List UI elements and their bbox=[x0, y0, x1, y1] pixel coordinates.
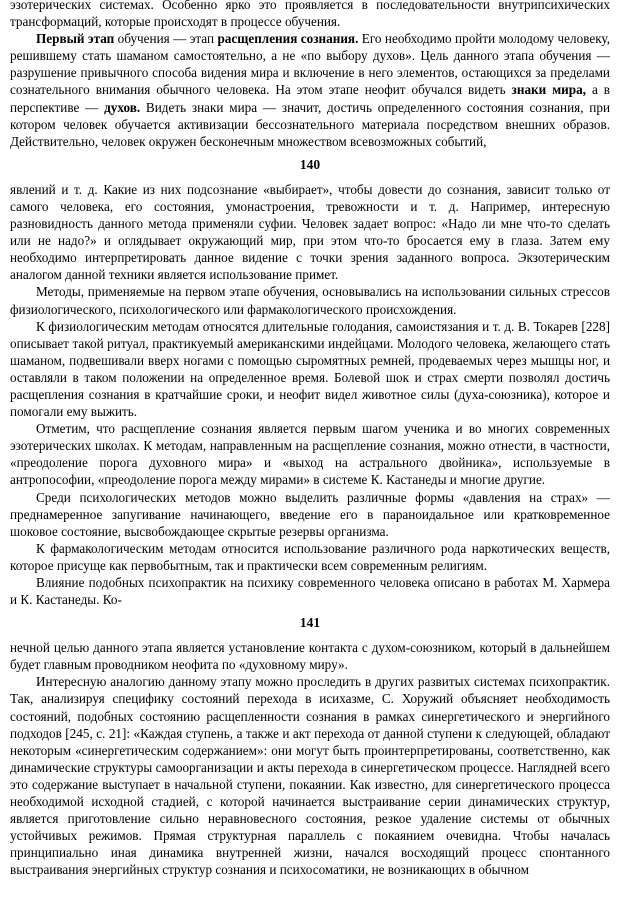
page-number-141: 141 bbox=[299, 615, 321, 631]
paragraph bbox=[10, 673, 610, 878]
bold-term: расщепления сознания. bbox=[217, 31, 359, 47]
bold-term: знаки мира, bbox=[511, 82, 586, 98]
text-run: нечной целью данного этапа является установление контакта с духом-союзником, который в дальнейшем будет главным проводником неофита по «духовному миру». bbox=[10, 640, 610, 673]
page-number-140: 140 bbox=[299, 156, 321, 172]
paragraph bbox=[10, 489, 610, 540]
text-block-bottom bbox=[10, 639, 610, 878]
text-run: Среди психологических методов можно выделить различные формы «давления на страх» — преднамеренное запугивание начинающего, введение его в параноидальное или кратковременное шоковое состояние, высвобождающее скрытые резервы организма. bbox=[10, 489, 610, 539]
text-run: Влияние подобных психопрактик на психику современного человека описано в работах М. Хармера и К. Кастанеды. Ко- bbox=[10, 575, 610, 608]
text-run: Его необходимо пройти молодому человеку, решившему стать шаманом самостоятельно, а не «по выбору духов». Цель данного этапа обучения — разрушение привычного способа видения мира и включение в него элементов, остающихся за пределами сознательного внимания обычного человека. На этом этапе неофит обучался видеть bbox=[10, 31, 610, 98]
text-run: К физиологическим методам относятся длительные голодания, самоистязания и т. д. В. Токарев [228] описывает такой ритуал, практикуемый американскими индейцами. Молодого человека, желающего стать шаманом, подвешивали вверх ногами с помощью сыромятных ремней, продеваемых через мышцы ног, и оставляли в таком положении на определенное время. Болевой шок и страх смерти позволял достичь расщепления сознания в кратчайшие сроки, и неофит видел животное силы (духа-союзника), которое и помогали ему выжить. bbox=[10, 318, 610, 420]
text-run: явлений и т. д. Какие из них подсознание «выбирает», чтобы довести до сознания, зависит только от самого человека, его состояния, умонастроения, тревожности и т. д. Например, интересную разновидность данного метода применяли суфии. Человек задает вопрос: «Надо ли мне что-то сделать или не надо?» и оглядывает окружающий мир, при этом что-то бросается ему в глаза. Затем ему необходимо интерпретировать данное видение с точки зрения заданного вопроса. Экзотерическим аналогом данной техники является использование примет. bbox=[10, 181, 610, 283]
book-page bbox=[10, 0, 610, 879]
text-block-top bbox=[10, 0, 610, 150]
bold-term: духов. bbox=[104, 99, 141, 115]
paragraph bbox=[10, 574, 610, 608]
paragraph bbox=[10, 318, 610, 421]
paragraph bbox=[10, 30, 610, 150]
text-run: Видеть знаки мира — значит, достичь определенного состояния сознания, при котором человек обучается активизации бессознательного материала посредством внешних образов. Действительно, человек окружен бесконечным множеством всевозможных событий, bbox=[10, 99, 610, 149]
paragraph bbox=[10, 181, 610, 284]
paragraph bbox=[10, 0, 610, 30]
bold-term: Первый этап bbox=[36, 31, 115, 47]
text-run: К фармакологическим методам относится использование различного рода наркотических веществ, которое присуще как первобытным, так и практически всем современным религиям. bbox=[10, 540, 610, 573]
paragraph bbox=[10, 540, 610, 574]
text-run: Методы, применяемые на первом этапе обучения, основывались на использовании сильных стрессов физиологического, психологического или фармакологического происхождения. bbox=[10, 284, 610, 317]
text-run: эзотерических системах. Особенно ярко это проявляется в последовательности внутрипсихических трансформаций, которые происходят в процессе обучения. bbox=[10, 0, 610, 30]
paragraph bbox=[10, 639, 610, 673]
text-run: Отметим, что расщепление сознания является первым шагом ученика и во многих современных эзотерических школах. К методам, направленным на расщепление сознания, можно отнести, в частности, «преодоление порога духовного мира» и «выход на астрального двойника», используемые в антропософии, «преодоление порога между мирами» в системе К. Кастанеды и многие другие. bbox=[10, 421, 610, 488]
text-block-middle bbox=[10, 181, 610, 608]
text-run: а в перспективе — bbox=[10, 82, 610, 115]
paragraph bbox=[10, 283, 610, 317]
paragraph bbox=[10, 420, 610, 488]
text-run: обучения — этап bbox=[114, 31, 218, 47]
text-run: Интересную аналогию данному этапу можно проследить в других развитых системах психопрактик. Так, анализируя специфику состояний перехода в исихазме, С. Хоружий объясняет необходимость состояний, подобных состоянию расщепленности сознания в рамках синергетического и энергийного подходов [245, с. 21]: «Каждая ступень, а также и акт перехода от данной ступени к следующей, обладают некоторым «синергетическим содержанием»: они могут быть проинтерпретированы, соответственно, как динамические структуры самоорганизации и акты перехода в синергетическом процессе. Наглядней всего это содержание выступает в начальной ступени, покаянии. Как известно, для синергетического процесса необходимой исходной стадией, с которой начинается выстраивание серии динамических структур, является приготовление сильно неравновесного состояния, резкое удаление системы от обычных устойчивых режимов. Прямая структурная параллель с покаянием очевидна. Чтобы началась принципиально иная динамика внутренней жизни, начался восходящий процесс спонтанного выстраивания энергийных структур сознания и психосоматики, не возникающих в обычном bbox=[10, 674, 610, 878]
